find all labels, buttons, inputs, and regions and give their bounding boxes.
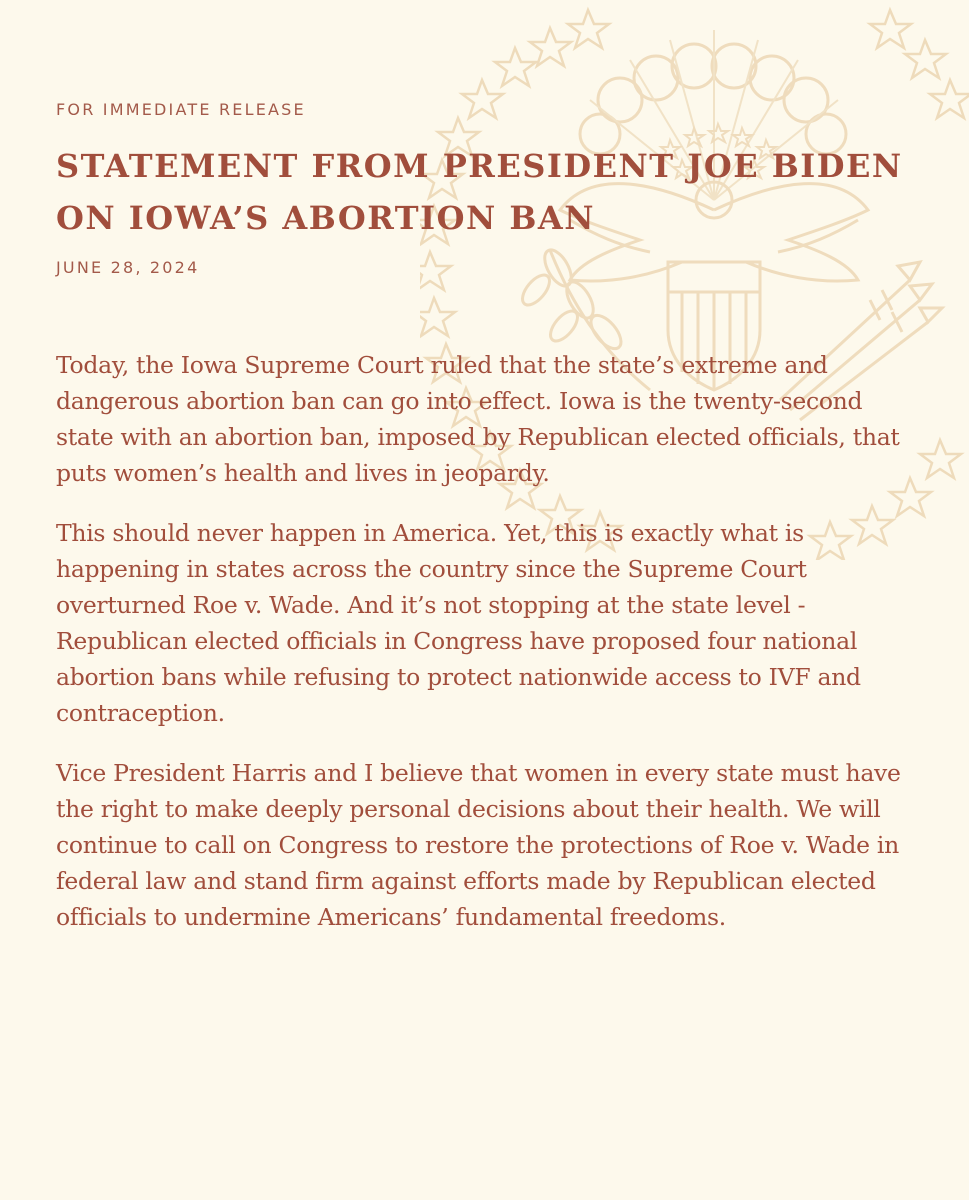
page-title: STATEMENT FROM PRESIDENT JOE BIDEN ON IOWA’S ABORTION BAN — [56, 147, 903, 237]
release-kicker: FOR IMMEDIATE RELEASE — [56, 100, 306, 119]
statement-paragraph: This should never happen in America. Yet, this is exactly what is happening in states across the country since the Supreme Court overturned Roe v. Wade. And it’s not stopping at the state level - Republican elected officials in Congress have proposed four national abortion bans while refusing to protect nationwide access to IVF and contraception. — [56, 519, 861, 727]
statement-body — [56, 347, 914, 959]
statement-paragraph: Today, the Iowa Supreme Court ruled that the state’s extreme and dangerous abortion ban can go into effect. Iowa is the twenty-second state with an abortion ban, imposed by Republican elected officials, that puts women’s health and lives in jeopardy. — [56, 351, 900, 487]
statement-paragraph: Vice President Harris and I believe that women in every state must have the right to make deeply personal decisions about their health. We will continue to call on Congress to restore the protections of Roe v. Wade in federal law and stand firm against efforts made by Republican elected officials to undermine Americans’ fundamental freedoms. — [56, 759, 901, 931]
release-date: JUNE 28, 2024 — [56, 258, 200, 277]
